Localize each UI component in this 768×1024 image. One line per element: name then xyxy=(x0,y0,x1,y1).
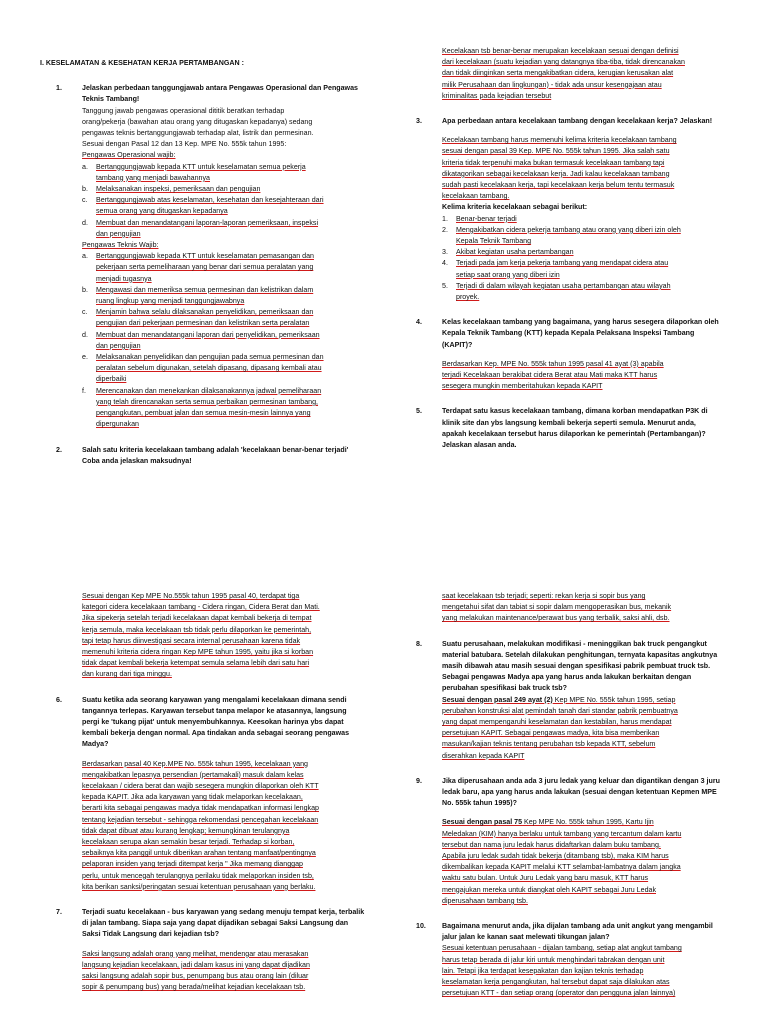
text-line: lain. Tetapi jika terdapat kesepakatan dan kajian teknis terhadap xyxy=(442,966,644,975)
text-line: pengangkutan, pembuat jalan dan semua mesin-mesin lainnya yang xyxy=(96,409,311,418)
text-line: dan kurang dari tiga minggu. xyxy=(82,670,172,679)
text-line: kategori cidera kecelakaan tambang - Cidera ringan, Cidera Berat dan Mati. xyxy=(82,603,320,612)
text-line: 1. xyxy=(442,214,448,223)
text-line: kecelakaan serupa akan semakin besar terjadi. Terhadap si korban, xyxy=(82,838,295,847)
text-line: 5. xyxy=(442,281,448,290)
text-line: menjadi tugasnya xyxy=(96,274,152,283)
text-line: 4. xyxy=(416,318,422,327)
text-line: yang telah direncanakan serta semua perbaikan permesinan tambang, xyxy=(96,397,319,406)
list-item xyxy=(82,195,378,217)
question-number: 1. xyxy=(56,84,62,93)
text-line: Akibat kegiatan usaha pertambangan xyxy=(456,248,574,257)
list-item xyxy=(442,258,734,280)
text-line: No. 555k tahun 1995)? xyxy=(442,799,517,808)
text-line: perubahan konstruksi alat pemindah tanah dari standar pabrik pembuatnya xyxy=(442,706,678,715)
text-line: 10. xyxy=(416,922,426,931)
text-line: tidak dapat dibuat atau kurang lengkap; kemungkinan terulangnya xyxy=(82,826,290,835)
text-line: Benar-benar terjadi xyxy=(456,214,517,223)
text-line: Melaksanakan penyelidikan dan pengujian pada semua permesinan dan xyxy=(96,353,324,362)
text-line: Saksi langsung adalah orang yang melihat, mendengar atau merasakan xyxy=(82,949,309,958)
list-item xyxy=(82,218,378,240)
list-item xyxy=(82,184,378,195)
text-line: Kecelakaan tsb benar-benar merupakan kecelakaan sesuai dengan definisi xyxy=(442,47,679,55)
text-line: kepada KAPIT. Jika ada karyawan yang tidak melaporkan kecelakaan, xyxy=(82,793,303,802)
text-line: dan pengujian xyxy=(96,341,141,350)
left-column-page-2 xyxy=(56,591,378,994)
list-item xyxy=(82,386,378,431)
text-line: 7. xyxy=(56,908,62,917)
question-10 xyxy=(416,921,734,999)
text-line: keselamatan kerja pengangkutan, hal tersebut dapat saja dilakukan atas xyxy=(442,978,670,987)
text-line: setiap saat orang yang diberi izin xyxy=(456,270,560,279)
text-line: sesegera mungkin memberitahukan kepada KAPIT xyxy=(442,382,603,391)
text-line: perubahan spesifikasi bak truck tsb? xyxy=(442,684,567,693)
text-line: Kelas kecelakaan tambang yang bagaimana, yang harus sesegera dilaporkan oleh xyxy=(442,318,719,327)
question-1 xyxy=(40,83,378,430)
text-line: a. xyxy=(82,162,88,171)
text-line: jalur jalan ke kanan saat melewati tikungan jalan? xyxy=(442,933,610,942)
text-line: tidak dapat kembali bekerja ketempat semula selama lebih dari satu hari xyxy=(82,659,310,668)
text-line: b. xyxy=(82,285,88,294)
question-7 xyxy=(56,907,378,993)
question-2 xyxy=(40,445,378,467)
text-line: Mengakibatkan cidera pekerja tambang atau orang yang diberi izin oleh xyxy=(456,225,681,234)
text-line: 3. xyxy=(442,248,448,257)
text-line: memenuhi kriteria cidera ringan Kep MPE tahun 1995, yaitu jika si korban xyxy=(82,648,314,657)
answer-2 xyxy=(416,46,734,102)
answer-text: Tanggung jawab pengawas operasional dititik beratkan terhadap xyxy=(82,106,285,115)
text-line: waktu satu bulan. Untuk Juru Ledak yang baru masuk, KTT harus xyxy=(442,874,649,883)
text-line: Meledakan (KIM) hanya berlaku untuk tambang yang tercantum dalam kartu xyxy=(442,829,682,838)
text-line: Bertanggungjawab atas keselamatan, kesehatan dan kesejahteraan dari xyxy=(96,196,324,205)
text-line: 9. xyxy=(416,776,422,785)
text-line: (KAPIT)? xyxy=(442,340,473,349)
list-title: Pengawas Teknis Wajib: xyxy=(82,241,159,250)
text-line: langsung kejadian kecelakaan, jadi dalam kasus ini yang dapat dijadikan xyxy=(82,960,310,969)
text-line: d. xyxy=(82,218,88,227)
text-line: a. xyxy=(82,252,88,261)
text-line: pergi ke 'tukang pijat' untuk menyembuhkannya. Keesokan harinya ybs dapat xyxy=(82,718,344,727)
text-line: Jika sipekerja setelah terjadi kecelakaan dapat kembali bekerja di tempat xyxy=(82,614,312,623)
left-column-page-1 xyxy=(40,58,378,467)
text-line: Sebagai pengawas Madya apa yang harus anda lakukan berkaitan dengan xyxy=(442,673,692,682)
text-line: 8. xyxy=(416,639,422,648)
question-text: Teknis Tambang! xyxy=(82,95,140,104)
text-line: kecelakaan / cidera berat dan wajib sesegera mungkin dilaporkan oleh KTT xyxy=(82,782,319,791)
text-line: Bertanggungjawab kepada KTT untuk keselamatan semua pekerja xyxy=(96,162,306,171)
list-title: Pengawas Operasional wajib: xyxy=(82,151,176,160)
text-line: Saksi Tidak Langsung dari kejadian tsb? xyxy=(82,930,220,939)
text-line: Mengawasi dan memeriksa semua permesinan dan kelistrikan dalam xyxy=(96,285,314,294)
text-line: dari kecelakaan (suatu kejadian yang datangnya tiba-tiba, tidak direncanakan xyxy=(442,58,685,67)
question-number: 2. xyxy=(56,445,62,454)
text-line: c. xyxy=(82,308,88,317)
question-8 xyxy=(416,639,734,762)
text-line: Berdasarkan Kep. MPE No. 555k tahun 1995 pasal 41 ayat (3) apabila xyxy=(442,359,664,368)
text-line: Apabila juru ledak sudah tidak bekerja (ditambang tsb), maka KIM harus xyxy=(442,852,669,861)
text-line: semua orang yang ditugaskan kepadanya xyxy=(96,207,228,216)
text-line: tangannya terlepas. Karyawan tersebut tanpa melapor ke atasannya, langsung xyxy=(82,706,347,715)
list-title: Kelima kriteria kecelakaan sebagai berikut: xyxy=(442,203,588,212)
list-item xyxy=(82,307,378,329)
text-line: Melaksanakan inspeksi, pemeriksaan dan pengujian xyxy=(96,185,261,194)
text-line: sopir & penumpang bus) yang berada/melihat kejadian kecelakaan tsb. xyxy=(82,983,306,992)
text-line: 4. xyxy=(442,259,448,268)
text-line: Membuat dan menandatangani laporan dari penyelidikan, pemeriksaan xyxy=(96,330,320,339)
text-line: tapi tetap harus diinvestigasi secara internal perusahaan karena tidak xyxy=(82,636,301,645)
text-line: klinik site dan ybs langsung kembali bekerja seperti semula. Menurut anda, xyxy=(442,418,696,427)
text-line: dipergunakan xyxy=(96,420,139,429)
section-heading: I. KESELAMATAN & KESEHATAN KERJA PERTAMBANGAN : xyxy=(40,59,245,67)
question-text: Coba anda jelaskan maksudnya! xyxy=(82,456,192,465)
text-line: Merencanakan dan menekankan dilaksanakannya jadwal pemeliharaan xyxy=(96,386,322,395)
text-line: tambang yang menjadi bawahannya xyxy=(96,173,210,182)
answer-7-cont xyxy=(416,591,734,625)
right-column-page-1 xyxy=(416,46,734,451)
text-line: Jika diperusahaan anda ada 3 juru ledak yang keluar dan digantikan dengan 3 juru xyxy=(442,776,720,785)
text-line: Kepala Teknik Tambang xyxy=(456,237,532,246)
text-line: Suatu perusahaan, melakukan modifikasi - meninggikan bak truck pengangkut xyxy=(442,639,707,648)
text-line: yang melakukan maintenance/perawat bus yang terbalik, saksi ahli, dsb. xyxy=(442,614,670,623)
question-5 xyxy=(416,406,734,451)
text-line: kriminalitas pada kejadian tersebut xyxy=(442,91,552,100)
text-line: sebaiknya kita panggil untuk diberikan arahan tentang manfaat/pentingnya xyxy=(82,849,316,858)
text-line: 2. xyxy=(442,225,448,234)
text-line: 5. xyxy=(416,407,422,416)
text-line: saat kecelakaan tsb terjadi; seperti: rekan kerja si sopir bus yang xyxy=(442,592,646,600)
answer-text: orang/pekerja (bawahan atau orang yang ditugaskan kepadanya) sedang xyxy=(82,117,313,126)
text-line: kerja semula, maka kecelakaan tsb tidak perlu dilaporkan ke pemerintah, xyxy=(82,625,312,634)
list-item xyxy=(82,352,378,386)
question-text: Apa perbedaan antara kecelakaan tambang dengan kecelakaan kerja? Jelaskan! xyxy=(442,117,713,126)
document-page-2 xyxy=(0,573,768,1024)
text-line: diperbaiki xyxy=(96,375,127,384)
text-line: Kep MPE No. 555k tahun 1995, setiap xyxy=(552,695,676,704)
text-line: ruang lingkup yang menjadi tanggungjawabnya xyxy=(96,297,245,306)
list-item xyxy=(442,281,734,303)
question-text: Jelaskan perbedaan tanggungjawab antara Pengawas Operasional dan Pengawas xyxy=(82,84,358,93)
text-line: masukan/kajian teknis tentang perubahan tsb kepada KTT, sebelum xyxy=(442,740,656,749)
list-item xyxy=(82,285,378,307)
text-line: milik Perusahaan dan lingkungan) - tidak ada unsur kesengajaan atau xyxy=(442,80,662,89)
text-line: d. xyxy=(82,330,88,339)
text-line: tentang kejadian tersebut - sehingga rekomendasi pencegahan kecelakaan xyxy=(82,815,319,824)
list-item xyxy=(82,162,378,184)
text-line: peralatan sebelum digunakan, setelah dipasang, dipasang kembali atau xyxy=(96,364,322,373)
text-line: persetujuan KTT - dan setiap orang (operator dan pengguna jalan lainnya) xyxy=(442,989,676,998)
list-item xyxy=(82,251,378,285)
text-line: pekerjaan serta pemeliharaan yang benar dari semua peralatan yang xyxy=(96,263,314,272)
text-line: Sesuai dengan pasal 249 ayat (2) xyxy=(442,695,553,704)
question-text: Salah satu kriteria kecelakaan tambang adalah 'kecelakaan benar-benar terjadi' xyxy=(82,445,349,454)
text-line: mengetahui sifat dan tabiat si sopir dalam mengoperasikan bus, mekanik xyxy=(442,603,672,612)
right-column-page-2 xyxy=(416,591,734,1000)
text-line: Jelaskan alasan anda. xyxy=(442,441,517,450)
text-line: Kecelakaan tambang harus memenuhi kelima kriteria kecelakaan tambang xyxy=(442,136,677,145)
list-item xyxy=(82,330,378,352)
text-line: sesuai dengan pasal 39 Kep. MPE No. 555k tahun 1995. Jika salah satu xyxy=(442,147,670,156)
text-line: kita berikan sanksi/peringatan sesuai ketentuan perusahaan yang berlaku. xyxy=(82,882,316,891)
text-line: di jalan tambang. Siapa saja yang dapat dijadikan sebagai Saksi Langsung dan xyxy=(82,919,349,928)
text-line: e. xyxy=(82,353,88,362)
question-9 xyxy=(416,776,734,907)
question-4 xyxy=(416,317,734,392)
text-line: dikembalikan kepada KAPIT melalui KTT selambat-lambatnya dalam jangka xyxy=(442,863,681,872)
list-item xyxy=(442,247,734,258)
text-line: berarti kita sebagai pengawas madya tidak mendapatkan informasi lengkap xyxy=(82,804,319,813)
text-line: kriteria tidak terpenuhi maka bukan termasuk kecelakaan tambang tapi xyxy=(442,158,665,167)
text-line: Sesuai dengan Kep MPE No.555k tahun 1995 pasal 40, terdapat tiga xyxy=(82,592,300,600)
text-line: masih dibawah atau masih sesuai dengan spesifikasi pabrik pembuat truck tsb. xyxy=(442,662,711,671)
text-line: Sesuai ketentuan perusahaan - dijalan tambang, setiap alat angkut tambang xyxy=(442,944,682,953)
text-line: 6. xyxy=(56,695,62,704)
text-line: Kep MPE No. 555k tahun 1995, Kartu Ijin xyxy=(522,818,654,827)
text-line: dan tidak diinginkan serta mengakibatkan cidera, kerugian kerusakan alat xyxy=(442,69,674,78)
question-6 xyxy=(56,695,378,893)
list-item xyxy=(442,214,734,225)
text-line: b. xyxy=(82,185,88,194)
text-line: material batubara. Setelah dilakukan penghitungan, ternyata kapasitas angkutnya xyxy=(442,650,718,659)
text-line: Kepala Teknik Tambang (KTT) kepada Kepala Pelaksana Inspeksi Tambang xyxy=(442,329,695,338)
text-line: Madya? xyxy=(82,740,109,749)
text-line: yang dapat mempengaruhi keselamatan dan kestabilan, harus mendapat xyxy=(442,718,672,727)
text-line: Berdasarkan pasal 40 Kep.MPE No. 555k tahun 1995, kecelakaan yang xyxy=(82,759,308,768)
text-line: Terdapat satu kasus kecelakaan tambang, dimana korban mendapatkan P3K di xyxy=(442,407,708,416)
text-line: Bertanggungjawab kepada KTT untuk keselamatan pemasangan dan xyxy=(96,252,314,261)
text-line: dan pengujian xyxy=(96,229,141,238)
text-line: Suatu ketika ada seorang karyawan yang mengalami kecelakaan dimana sendi xyxy=(82,695,347,704)
text-line: perlu, untuk mencegah terulangnya perilaku tidak melaporkan insiden tsb, xyxy=(82,871,314,880)
answer-text: pengawas teknis bertanggungjawab terhadap alat, listrik dan permesinan. xyxy=(82,129,314,138)
answer-5 xyxy=(56,591,378,681)
text-line: Bagaimana menurut anda, jika dijalan tambang ada unit angkut yang mengambil xyxy=(442,922,713,931)
text-line: mengakibatkan lepasnya persendian (pertamakali) masuk dalam kelas xyxy=(82,770,304,779)
text-line: apakah kecelakaan tersebut harus dilaporkan ke pemerintah (Pertambangan)? xyxy=(442,429,706,438)
text-line: c. xyxy=(82,196,88,205)
text-line: Terjadi pada jam kerja pekerja tambang yang mendapat cidera atau xyxy=(456,259,669,268)
text-line: Sesuai dengan pasal 75 xyxy=(442,818,523,827)
text-line: f. xyxy=(82,386,86,395)
text-line: pengujian dari pekerjaan permesinan dan kelistrikan serta peralatan xyxy=(96,319,310,328)
list-item xyxy=(442,225,734,247)
text-line: Terjadi di dalam wilayah kegiatan usaha pertambangan atau wilayah xyxy=(456,281,671,290)
text-line: Menjamin bahwa selalu dilaksanakan penyelidikan, pemeriksaan dan xyxy=(96,308,314,317)
text-line: kembali bekerja dengan normal. Apa tindakan anda sebagai seorang pengawas xyxy=(82,729,350,738)
text-line: persetujuan KAPIT. Sebagai pengawas madya, kita bisa memberikan xyxy=(442,729,660,738)
answer-text: Sesuai dengan Pasal 12 dan 13 Kep. MPE No. 555k tahun 1995: xyxy=(82,140,287,149)
text-line: saksi langsung adalah sopir bus, penumpang bus atau orang lain (diluar xyxy=(82,972,309,981)
text-line: harus tetap berada di jalur kiri untuk menghindari tabrakan dengan unit xyxy=(442,955,665,964)
text-line: sudah pasti kecelakaan kerja, tapi kecelakaan kerja belum tentu termasuk xyxy=(442,181,675,190)
text-line: mengajukan mereka untuk diangkat oleh KAPIT sebagai Juru Ledak xyxy=(442,885,657,894)
text-line: tersebut dan nama juru ledak harus didaftarkan dalam buku tambang. xyxy=(442,840,661,849)
text-line: Terjadi suatu kecelakaan - bus karyawan yang sedang menuju tempat kerja, terbalik xyxy=(82,908,365,917)
text-line: Membuat dan menandatangani laporan-laporan pemeriksaan, inspeksi xyxy=(96,218,319,227)
text-line: diserahkan kepada KAPIT xyxy=(442,751,525,760)
text-line: diperusahaan tambang tsb. xyxy=(442,896,528,905)
text-line: dikatagorikan sebagai kecelakaan kerja. Jadi kalau kecelakaan tambang xyxy=(442,169,670,178)
text-line: 3. xyxy=(416,117,422,126)
question-3 xyxy=(416,116,734,303)
text-line: terjadi Kecelakaan berakibat cidera Berat atau Mati maka KTT harus xyxy=(442,371,658,380)
text-line: proyek. xyxy=(456,293,480,302)
text-line: kecelakaan tambang. xyxy=(442,192,510,201)
text-line: ledak baru, apa yang harus anda lakukan (sesuai dengan ketentuan Kepmen MPE xyxy=(442,788,717,797)
text-line: pelaporan insiden yang terjadi ditempat kerja " Jika memang dianggap xyxy=(82,860,303,869)
